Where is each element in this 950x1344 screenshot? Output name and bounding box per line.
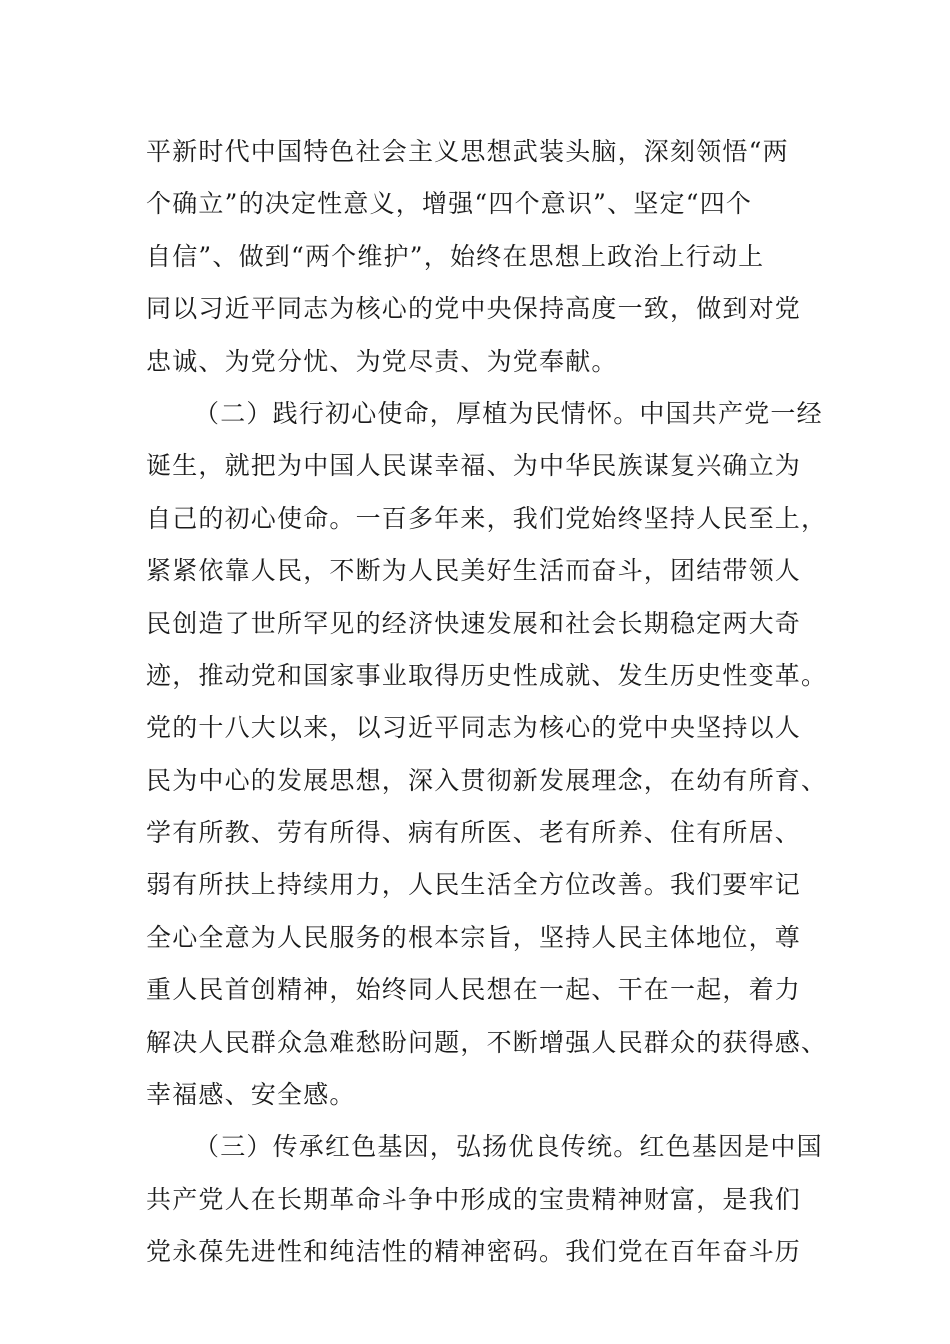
text-line-heading: （二）践行初心使命，厚植为民情怀。中国共产党一经 [194,398,823,428]
text-line: 迹，推动党和国家事业取得历史性成就、发生历史性变革。 [146,660,828,690]
text-line: 弱有所扶上持续用力，人民生活全方位改善。我们要牢记 [146,870,802,900]
paragraph-1 [146,126,806,388]
text-line: 忠诚、为党分忧、为党尽责、为党奉献。 [146,346,618,376]
text-line: 紧紧依靠人民，不断为人民美好生活而奋斗，团结带领人 [146,556,802,586]
text-line: 学有所教、劳有所得、病有所医、老有所养、住有所居、 [146,818,802,848]
text-line: 全心全意为人民服务的根本宗旨，坚持人民主体地位，尊 [146,922,802,952]
text-line-heading: （三）传承红色基因，弘扬优良传统。红色基因是中国 [194,1132,823,1162]
text-line: 自己的初心使命。一百多年来，我们党始终坚持人民至上， [146,503,828,533]
text-line: 共产党人在长期革命斗争中形成的宝贵精神财富，是我们 [146,1184,802,1214]
text-line: 平新时代中国特色社会主义思想武装头脑，深刻领悟“两 [146,137,789,166]
text-line: 解决人民群众急难愁盼问题，不断增强人民群众的获得感、 [146,1027,828,1057]
text-line: 民为中心的发展思想，深入贯彻新发展理念，在幼有所育、 [146,765,828,795]
text-line: 党永葆先进性和纯洁性的精神密码。我们党在百年奋斗历 [146,1237,802,1267]
text-line: 个确立”的决定性意义，增强“四个意识”、坚定“四个 [146,189,753,219]
text-line: 党的十八大以来，以习近平同志为核心的党中央坚持以人 [146,713,802,743]
text-line: 重人民首创精神，始终同人民想在一起、干在一起，着力 [146,975,802,1005]
paragraph-3 [146,1121,823,1278]
paragraph-2 [146,388,828,1121]
text-line: 民创造了世所罕见的经济快速发展和社会长期稳定两大奇 [146,608,802,638]
text-line: 自信”、做到“两个维护”，始终在思想上政治上行动上 [146,241,765,271]
text-line: 幸福感、安全感。 [146,1080,356,1110]
text-line: 同以习近平同志为核心的党中央保持高度一致，做到对党 [146,294,802,324]
document-body-text [146,126,828,1279]
text-line: 诞生，就把为中国人民谋幸福、为中华民族谋复兴确立为 [146,451,802,481]
